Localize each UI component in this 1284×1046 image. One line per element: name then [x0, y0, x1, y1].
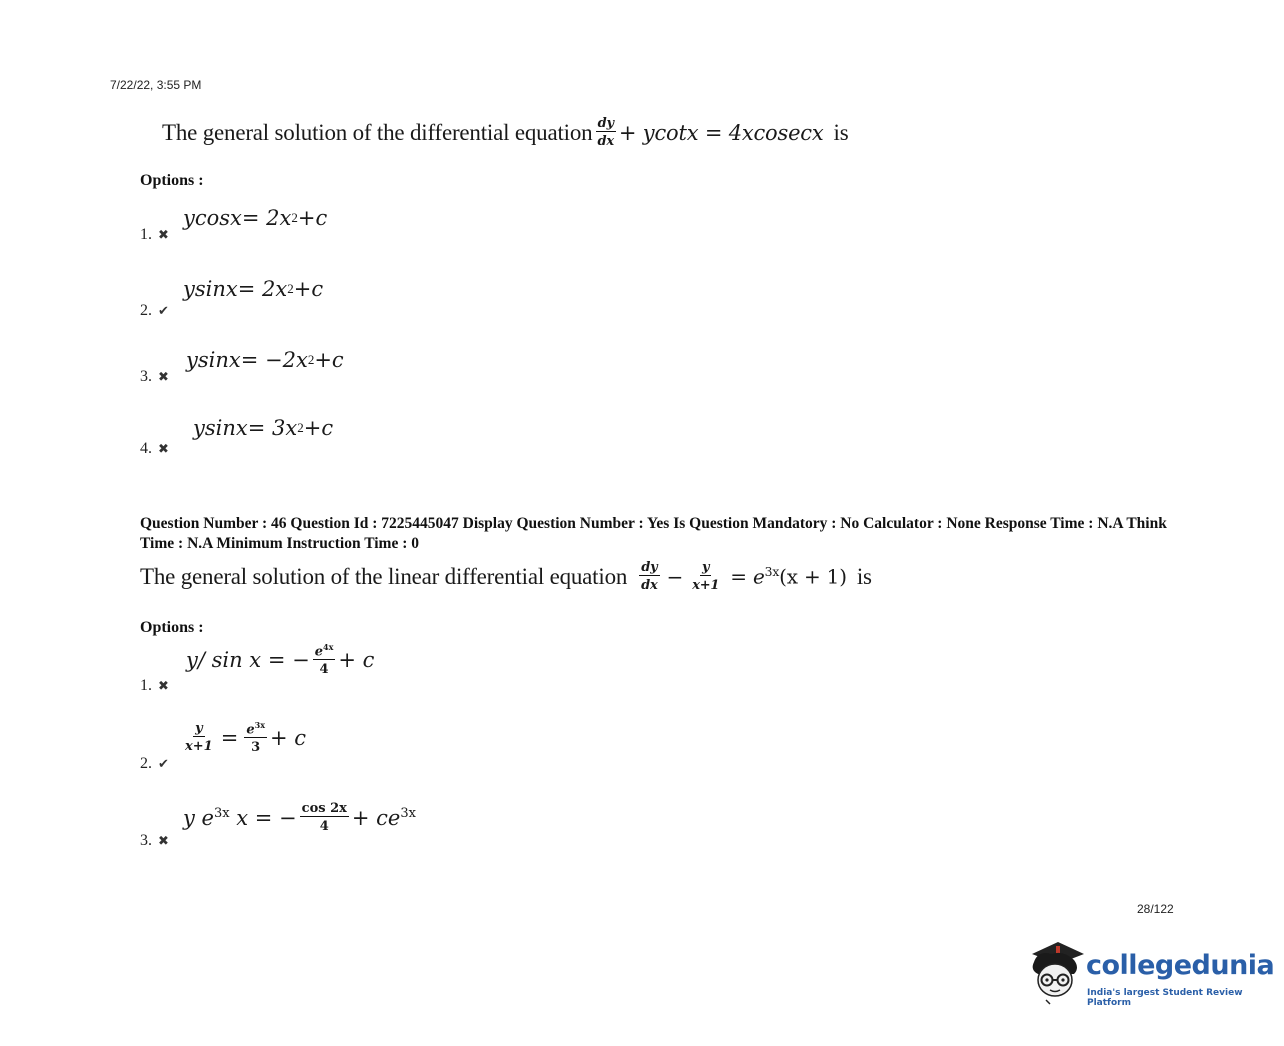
question-45-options-label: Options :	[140, 172, 204, 189]
q46-option-2	[180, 720, 306, 755]
question-46-options-label: Options :	[140, 619, 204, 636]
q46-option-1	[186, 642, 374, 677]
option-number: 3.	[140, 368, 152, 385]
question-46-stem	[140, 560, 872, 593]
cross-icon: ✖	[158, 369, 169, 385]
fraction-numerator: $e^{4x}$	[314, 642, 334, 660]
option-rhs: = 2x	[237, 277, 288, 301]
check-icon: ✔	[158, 303, 169, 319]
q46-option-1-number	[140, 677, 169, 695]
option-tail: +c	[293, 277, 324, 301]
question-45-fraction	[595, 116, 615, 149]
q45-option-2-number	[140, 302, 169, 320]
option-rhs: = −2x	[240, 348, 308, 372]
q45-option-3-number	[140, 368, 169, 386]
fraction-numerator: cos 2x	[301, 801, 347, 816]
question-46-stem-text: The general solution of the linear differential equation	[140, 563, 628, 589]
tail-exponent: 3x	[400, 805, 416, 821]
question-45-equation-rest: + ycotx = 4xcosecx	[618, 120, 824, 145]
option-exponent: 2	[287, 281, 294, 296]
option-number: 3.	[140, 832, 152, 849]
option-lhs-fraction	[183, 721, 215, 754]
question-45-stem-text: The general solution of the differential equation	[162, 119, 593, 145]
equals-sign: =	[220, 725, 239, 750]
option-exponent: 2	[297, 420, 304, 435]
option-tail: + c	[338, 647, 375, 672]
minus-sign: −	[666, 564, 684, 589]
fraction-numerator: dy	[641, 560, 658, 575]
rhs-factor: (x + 1)	[779, 564, 847, 589]
check-icon: ✔	[158, 756, 169, 772]
option-tail: + c	[270, 725, 307, 750]
option-fraction	[244, 720, 267, 755]
fraction-denominator: 4	[319, 662, 329, 678]
lhs-exponent: 3x	[213, 805, 230, 821]
cross-icon: ✖	[158, 227, 169, 243]
question-46-metadata: Question Number : 46 Question Id : 7225445047 Display Question Number : Yes Is Question Mandatory : No Calculator : None Response Time : N.A Think Time : N.A Minimum Instruction Time : 0	[140, 515, 1167, 552]
equation-rhs	[730, 564, 847, 589]
option-fraction	[300, 801, 349, 834]
fraction-numerator: y	[702, 560, 710, 575]
collegedunia-tagline: India's largest Student Review Platform	[1087, 988, 1243, 1008]
question-46-stem-suffix: is	[856, 563, 872, 589]
option-lhs: y/ sin x = −	[186, 647, 310, 672]
q45-option-3	[186, 348, 344, 372]
fraction-numerator: $e^{3x}$	[246, 720, 265, 738]
option-lhs	[183, 806, 297, 830]
option-lhs: ysinx	[193, 416, 248, 440]
q45-option-1	[183, 206, 327, 230]
question-45-stem	[162, 116, 848, 149]
option-rhs: = 3x	[247, 416, 298, 440]
option-number: 2.	[140, 755, 152, 772]
option-number: 4.	[140, 440, 152, 457]
option-number: 1.	[140, 226, 152, 243]
fraction-numerator: dy	[597, 116, 614, 131]
fraction-denominator: dx	[597, 134, 614, 149]
option-number: 1.	[140, 677, 152, 694]
option-lhs: ysinx	[183, 277, 238, 301]
option-fraction	[313, 642, 336, 677]
question-45-stem-suffix: is	[833, 119, 849, 145]
q45-option-4	[193, 416, 333, 440]
fraction-denominator: dx	[641, 578, 658, 593]
numerator-exponent: 3x	[254, 720, 265, 730]
q45-option-2	[183, 277, 323, 301]
q46-option-3-number	[140, 832, 169, 850]
q46-option-2-number	[140, 755, 169, 773]
cross-icon: ✖	[158, 833, 169, 849]
q45-option-4-number	[140, 440, 169, 458]
collegedunia-logo-text: collegedunia	[1086, 950, 1275, 981]
fraction-denominator: 4	[319, 819, 329, 834]
question-46-fraction-2	[690, 560, 721, 593]
cross-icon: ✖	[158, 678, 169, 694]
print-timestamp: 7/22/22, 3:55 PM	[110, 78, 202, 92]
option-exponent: 2	[307, 352, 315, 367]
option-tail: +c	[297, 206, 328, 230]
q46-option-3	[183, 801, 416, 834]
q45-option-1-number	[140, 226, 169, 244]
rhs-exponent: 3x	[764, 564, 780, 580]
lhs-base: y e	[183, 805, 214, 830]
rhs-base: = e	[730, 564, 765, 589]
fraction-denominator: x+1	[185, 739, 213, 755]
option-exponent: 2	[291, 210, 298, 225]
option-number: 2.	[140, 302, 152, 319]
fraction-denominator: x+1	[692, 578, 720, 593]
option-tail: +c	[303, 416, 334, 440]
tail-base: + ce	[351, 805, 401, 830]
lhs-rest: x = −	[229, 805, 297, 830]
question-46-fraction-1	[639, 560, 659, 593]
option-tail	[352, 806, 416, 830]
option-rhs: = 2x	[241, 206, 292, 230]
cross-icon: ✖	[158, 441, 169, 457]
numerator-exponent: 4x	[322, 642, 334, 652]
option-lhs: ysinx	[186, 348, 241, 372]
fraction-numerator: y	[195, 721, 203, 737]
option-lhs: ycosx	[183, 206, 242, 230]
option-tail: +c	[314, 348, 344, 372]
fraction-denominator: 3	[251, 740, 261, 756]
page-number: 28/122	[1137, 902, 1174, 916]
